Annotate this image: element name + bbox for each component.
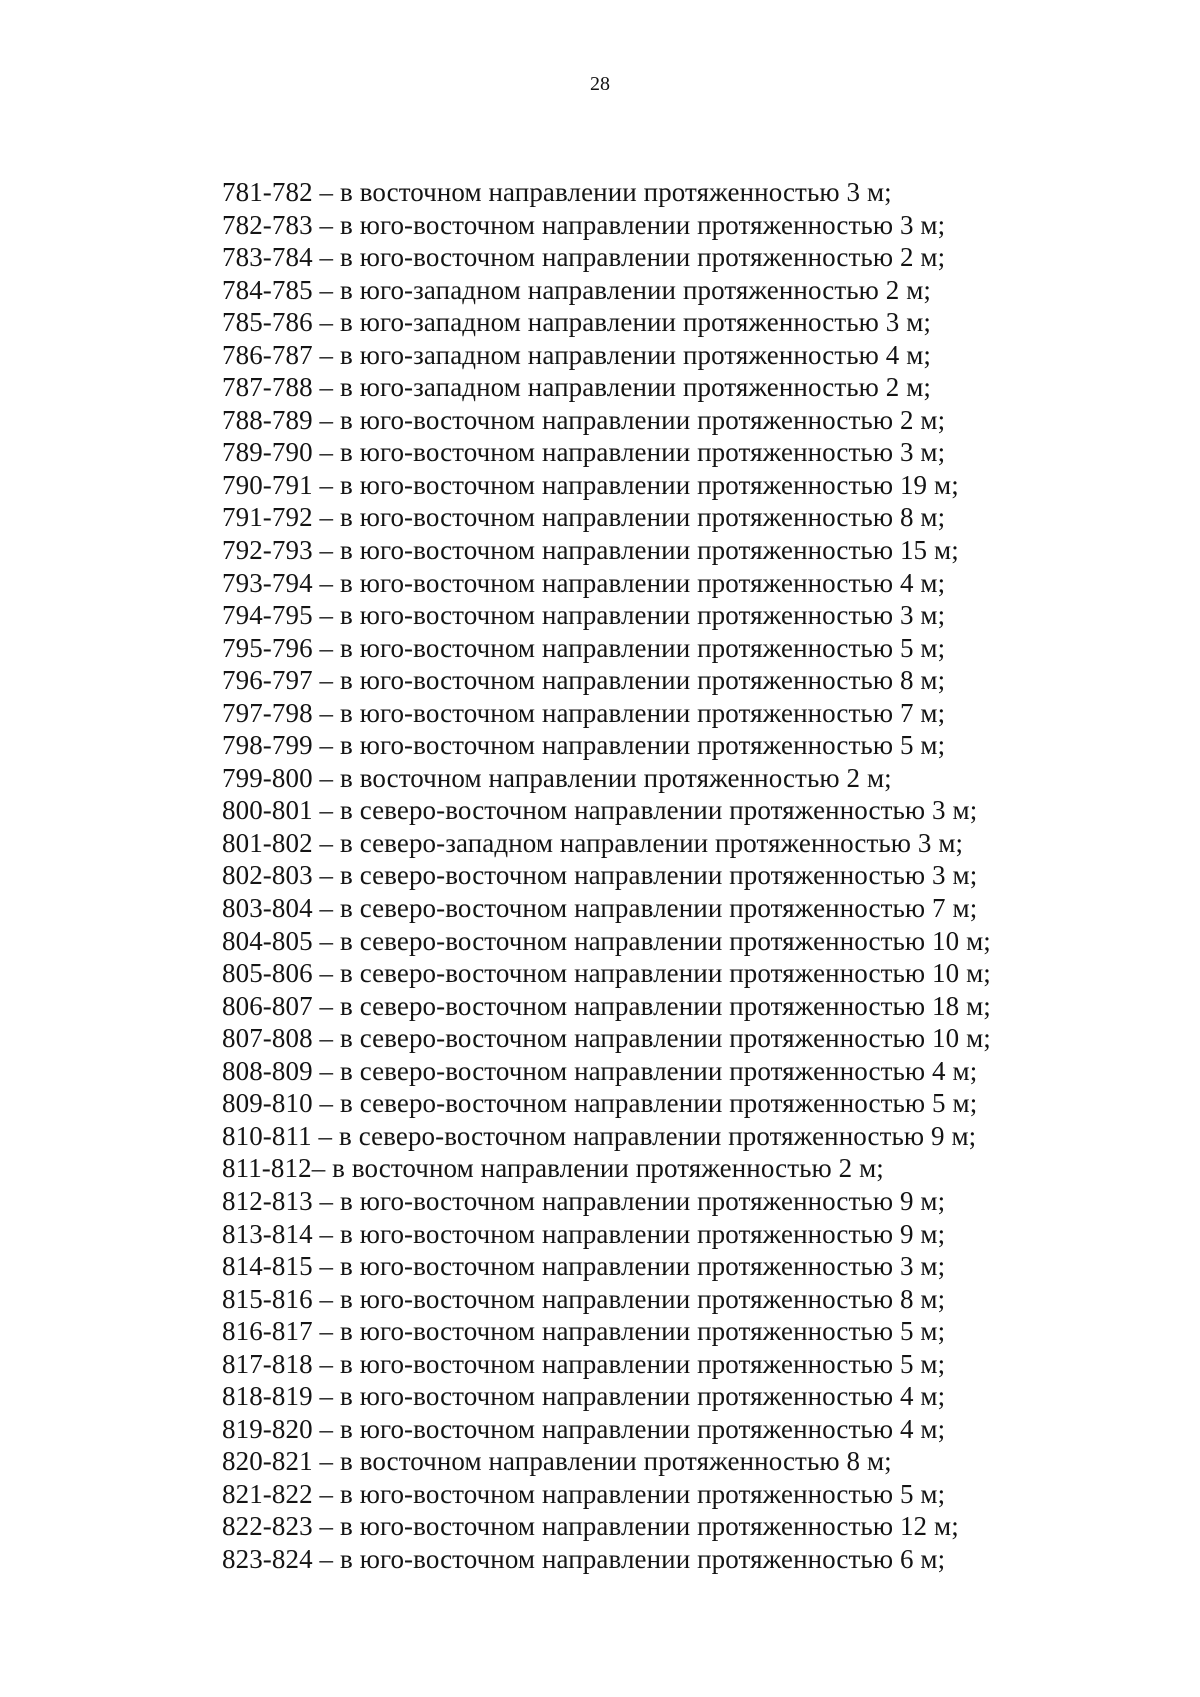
page-number: 28 [590,73,610,95]
segment-line: 795-796 – в юго-восточном направлении протяженностью 5 м; [222,632,946,663]
segment-line: 815-816 – в юго-восточном направлении протяженностью 8 м; [222,1283,946,1314]
segment-line: 798-799 – в юго-восточном направлении протяженностью 5 м; [222,730,946,761]
segment-line: 782-783 – в юго-восточном направлении протяженностью 3 м; [222,209,946,240]
segment-line: 809-810 – в северо-восточном направлении протяженностью 5 м; [222,1088,978,1119]
segment-line: 790-791 – в юго-восточном направлении протяженностью 19 м; [222,469,959,500]
segment-line: 796-797 – в юго-восточном направлении протяженностью 8 м; [222,665,946,696]
segment-line: 821-822 – в юго-восточном направлении протяженностью 5 м; [222,1478,946,1509]
segment-line: 793-794 – в юго-восточном направлении протяженностью 4 м; [222,567,946,598]
segment-line: 822-823 – в юго-восточном направлении протяженностью 12 м; [222,1511,959,1542]
segment-line: 788-789 – в юго-восточном направлении протяженностью 2 м; [222,404,946,435]
segment-line: 789-790 – в юго-восточном направлении протяженностью 3 м; [222,437,946,468]
segment-line: 818-819 – в юго-восточном направлении протяженностью 4 м; [222,1381,946,1412]
segment-line: 816-817 – в юго-восточном направлении протяженностью 5 м; [222,1316,946,1347]
boundary-segments-list [222,176,1122,1576]
segment-line: 823-824 – в юго-восточном направлении протяженностью 6 м; [222,1543,946,1574]
segment-line: 783-784 – в юго-восточном направлении протяженностью 2 м; [222,242,946,273]
segment-line: 804-805 – в северо-восточном направлении протяженностью 10 м; [222,925,991,956]
segment-line: 814-815 – в юго-восточном направлении протяженностью 3 м; [222,1251,946,1282]
segment-line: 813-814 – в юго-восточном направлении протяженностью 9 м; [222,1218,946,1249]
segment-line: 805-806 – в северо-восточном направлении протяженностью 10 м; [222,958,991,989]
segment-line: 803-804 – в северо-восточном направлении протяженностью 7 м; [222,893,978,924]
segment-line: 820-821 – в восточном направлении протяженностью 8 м; [222,1446,892,1477]
segment-line: 786-787 – в юго-западном направлении протяженностью 4 м; [222,339,932,370]
segment-line: 808-809 – в северо-восточном направлении протяженностью 4 м; [222,1055,978,1086]
segment-line: 812-813 – в юго-восточном направлении протяженностью 9 м; [222,1185,946,1216]
segment-line: 810-811 – в северо-восточном направлении протяженностью 9 м; [222,1120,977,1151]
segment-line: 817-818 – в юго-восточном направлении протяженностью 5 м; [222,1348,946,1379]
segment-line: 799-800 – в восточном направлении протяженностью 2 м; [222,762,892,793]
segment-line: 800-801 – в северо-восточном направлении протяженностью 3 м; [222,795,978,826]
segment-line: 784-785 – в юго-западном направлении протяженностью 2 м; [222,274,932,305]
segment-line: 819-820 – в юго-восточном направлении протяженностью 4 м; [222,1413,946,1444]
segment-line: 794-795 – в юго-восточном направлении протяженностью 3 м; [222,600,946,631]
segment-line: 787-788 – в юго-западном направлении протяженностью 2 м; [222,372,932,403]
segment-line: 801-802 – в северо-западном направлении протяженностью 3 м; [222,827,964,858]
segment-line: 807-808 – в северо-восточном направлении протяженностью 10 м; [222,1023,991,1054]
segment-line: 785-786 – в юго-западном направлении протяженностью 3 м; [222,307,932,338]
segment-line: 802-803 – в северо-восточном направлении протяженностью 3 м; [222,860,978,891]
segment-line: 781-782 – в восточном направлении протяженностью 3 м; [222,177,892,207]
segment-line: 806-807 – в северо-восточном направлении протяженностью 18 м; [222,990,991,1021]
segment-line: 797-798 – в юго-восточном направлении протяженностью 7 м; [222,697,946,728]
segment-line: 791-792 – в юго-восточном направлении протяженностью 8 м; [222,502,946,533]
segment-line: 811-812– в восточном направлении протяженностью 2 м; [222,1153,884,1184]
segment-line: 792-793 – в юго-восточном направлении протяженностью 15 м; [222,535,959,566]
